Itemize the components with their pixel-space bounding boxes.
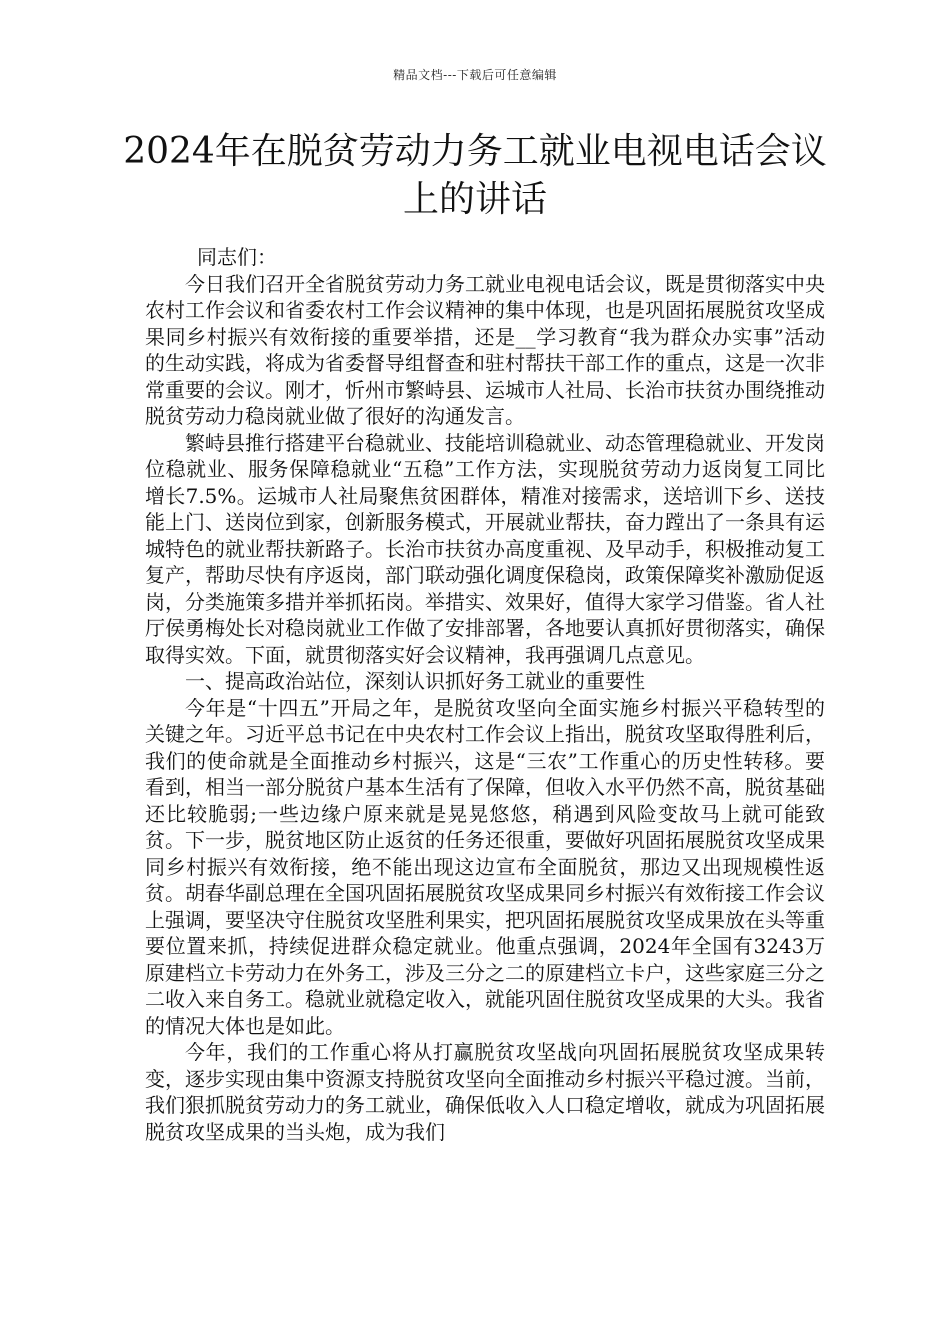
paragraph-opening: 今日我们召开全省脱贫劳动力务工就业电视电话会议，既是贯彻落实中央农村工作会议和省委农村工作会议精神的集中体现，也是巩固拓展脱贫攻坚成果同乡村振兴有效衔接的重要举措，还是__学习教育“我为群众办实事”活动的生动实践，将成为省委督导组督查和驻村帮扶干部工作的重点，这是一次非常重要的会议。刚才，忻州市繁峙县、运城市人社局、长治市扶贫办围绕推动脱贫劳动力稳岗就业做了很好的沟通发言。 xyxy=(145,271,825,428)
paragraph-importance: 今年是“十四五”开局之年，是脱贫攻坚向全面实施乡村振兴平稳转型的关键之年。习近平总书记在中央农村工作会议上指出，脱贫攻坚取得胜利后，我们的使命就是全面推动乡村振兴，这是“三农”工作重心的历史性转移。要看到，相当一部分脱贫户基本生活有了保障，但收入水平仍然不高，脱贫基础还比较脆弱;一些边缘户原来就是晃晃悠悠，稍遇到风险变故马上就可能致贫。下一步，脱贫地区防止返贫的任务还很重，要做好巩固拓展脱贫攻坚成果同乡村振兴有效衔接，绝不能出现这边宣布全面脱贫，那边又出现规模性返贫。胡春华副总理在全国巩固拓展脱贫攻坚成果同乡村振兴有效衔接工作会议上强调，要坚决守住脱贫攻坚胜利果实，把巩固拓展脱贫攻坚成果放在头等重要位置来抓，持续促进群众稳定就业。他重点强调，2024年全国有3243万原建档立卡劳动力在外务工，涉及三分之二的原建档立卡户，这些家庭三分之二收入来自务工。稳就业就稳定收入，就能巩固住脱贫攻坚成果的大头。我省的情况大体也是如此。 xyxy=(145,695,825,1038)
salutation: 同志们： xyxy=(197,245,277,269)
document-title: 2024年在脱贫劳动力务工就业电视电话会议上的讲话 xyxy=(123,131,827,220)
document-body xyxy=(145,244,825,1145)
paragraph-focus-shift: 今年，我们的工作重心将从打赢脱贫攻坚战向巩固拓展脱贫攻坚成果转变，逐步实现由集中资源支持脱贫攻坚向全面推动乡村振兴平稳过渡。当前，我们狠抓脱贫劳动力的务工就业，确保低收入人口稳定增收，就成为巩固拓展脱贫攻坚成果的当头炮，成为我们 xyxy=(145,1040,825,1144)
paragraph-exchange-summary: 繁峙县推行搭建平台稳就业、技能培训稳就业、动态管理稳就业、开发岗位稳就业、服务保障稳就业“五稳”工作方法，实现脱贫劳动力返岗复工同比增长7.5%。运城市人社局聚焦贫困群体，精准对接需求，送培训下乡、送技能上门、送岗位到家，创新服务模式，开展就业帮扶，奋力蹚出了一条具有运城特色的就业帮扶新路子。长治市扶贫办高度重视、及早动手，积极推动复工复产，帮助尽快有序返岗，部门联动强化调度保稳岗，政策保障奖补激励促返岗，分类施策多措并举抓拓岗。举措实、效果好，值得大家学习借鉴。省人社厅侯勇梅处长对稳岗就业工作做了安排部署，各地要认真抓好贯彻落实，确保取得实效。下面，就贯彻落实好会议精神，我再强调几点意见。 xyxy=(145,430,825,667)
header-note: 精品文档---下载后可任意编辑 xyxy=(393,68,557,82)
section-heading-1: 一、提高政治站位，深刻认识抓好务工就业的重要性 xyxy=(185,669,645,693)
